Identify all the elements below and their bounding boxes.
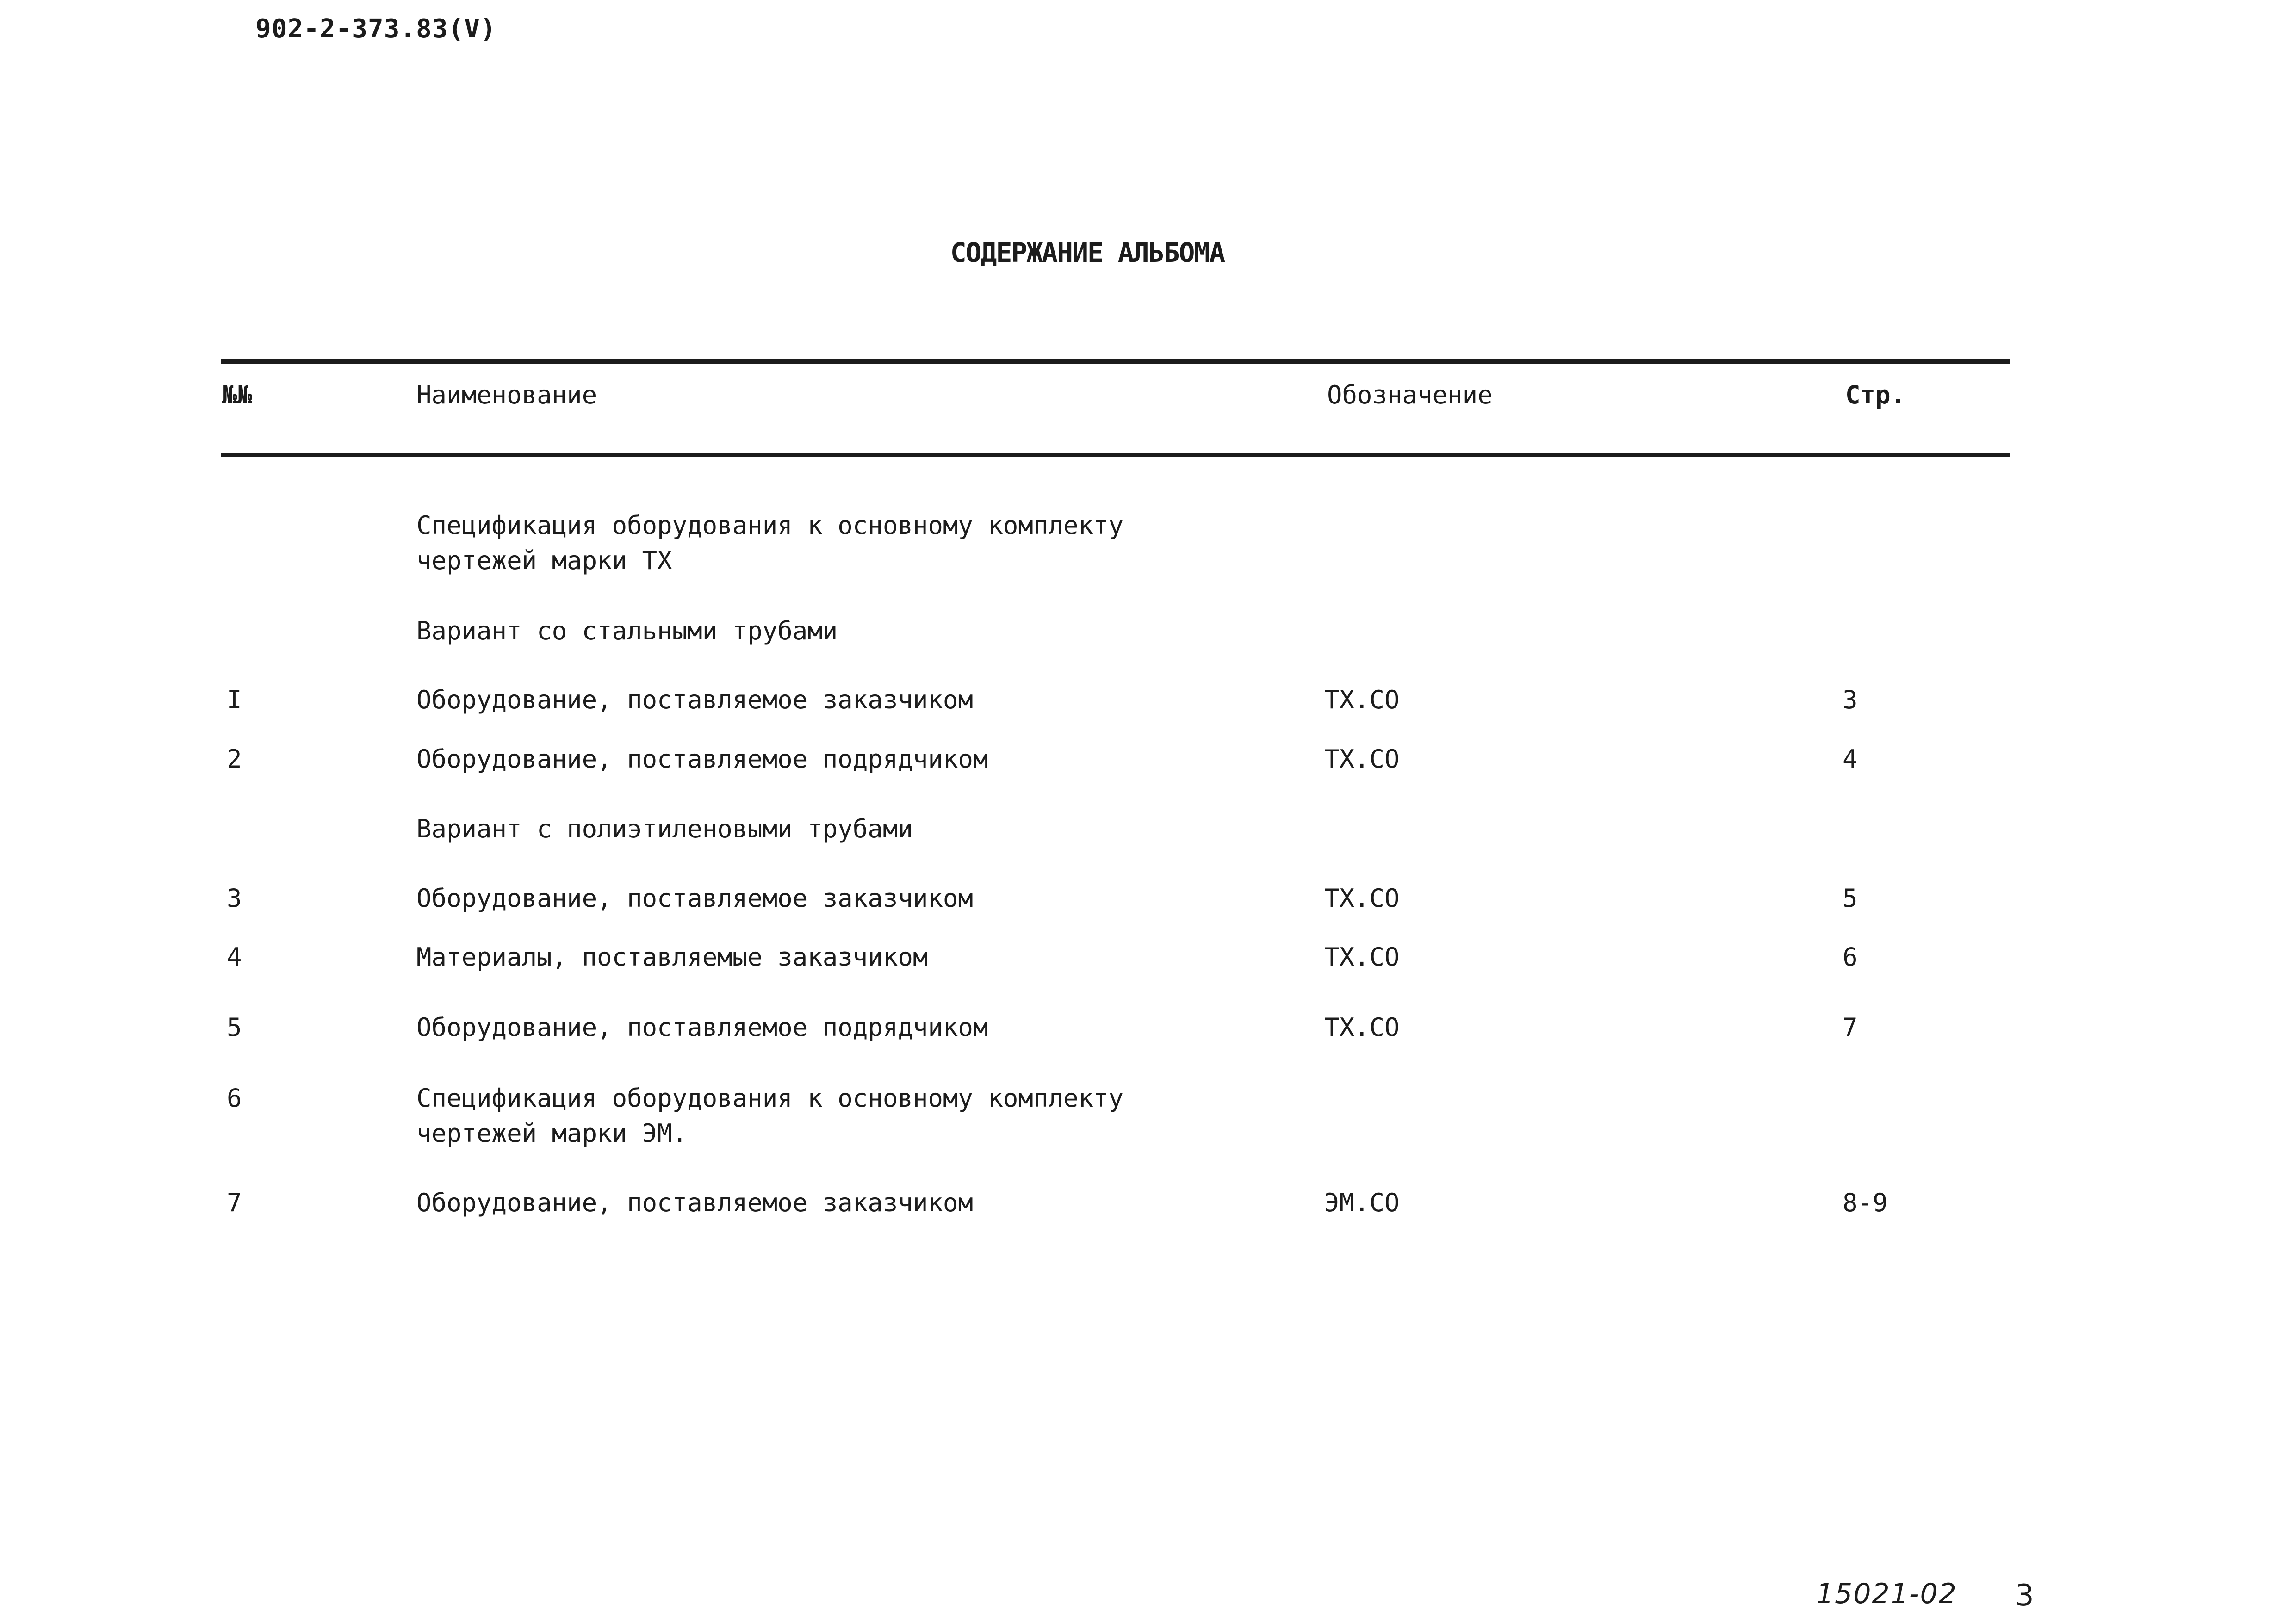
column-header-number: №№: [222, 380, 253, 409]
document-code: 902-2-373.83(V): [255, 14, 496, 44]
row-number: 3: [227, 884, 242, 913]
column-header-page: Стр.: [1845, 380, 1906, 409]
row-name: Оборудование, поставляемое заказчиком: [416, 685, 973, 714]
row-name-line-2: чертежей марки ЭМ.: [416, 1119, 688, 1148]
row-name-line-1: Спецификация оборудования к основному комплекту: [416, 1084, 1124, 1113]
row-page: 4: [1843, 744, 1858, 774]
row-designation: ТХ.СО: [1324, 685, 1400, 714]
row-page: 3: [1843, 685, 1858, 714]
row-name: Оборудование, поставляемое подрядчиком: [416, 1013, 988, 1042]
row-name-line-1: Спецификация оборудования к основному комплекту: [416, 511, 1124, 540]
page-title: СОДЕРЖАНИЕ АЛЬБОМА: [950, 237, 1225, 268]
row-name: Вариант с полиэтиленовыми трубами: [416, 814, 913, 843]
row-number: 7: [227, 1188, 242, 1217]
column-header-designation: Обозначение: [1327, 380, 1493, 409]
row-designation: ТХ.СО: [1324, 1013, 1400, 1042]
row-name-line-2: чертежей марки ТХ: [416, 546, 672, 575]
sheet-number: 3: [2015, 1579, 2034, 1613]
row-name: Оборудование, поставляемое подрядчиком: [416, 744, 988, 774]
column-header-name: Наименование: [416, 380, 597, 409]
row-name: Оборудование, поставляемое заказчиком: [416, 884, 973, 913]
row-number: 5: [227, 1013, 242, 1042]
row-page: 8-9: [1843, 1188, 1888, 1217]
row-name: Материалы, поставляемые заказчиком: [416, 942, 928, 972]
row-page: 6: [1843, 942, 1858, 972]
row-page: 7: [1843, 1013, 1858, 1042]
row-number: 4: [227, 942, 242, 972]
row-number: 2: [227, 744, 242, 774]
table-header-rule: [221, 453, 2010, 457]
row-designation: ТХ.СО: [1324, 942, 1400, 972]
row-page: 5: [1843, 884, 1858, 913]
sheet-code: 15021-02: [1816, 1578, 1957, 1610]
row-designation: ТХ.СО: [1324, 884, 1400, 913]
row-designation: ЭМ.СО: [1324, 1188, 1400, 1217]
row-name: [416, 508, 1123, 578]
row-designation: ТХ.СО: [1324, 744, 1400, 774]
row-number: 6: [227, 1084, 242, 1113]
row-name: Оборудование, поставляемое заказчиком: [416, 1188, 973, 1217]
row-name: Вариант со стальными трубами: [416, 616, 838, 645]
table-top-rule: [221, 359, 2010, 364]
row-name: [416, 1081, 1123, 1151]
row-number: I: [227, 685, 242, 714]
